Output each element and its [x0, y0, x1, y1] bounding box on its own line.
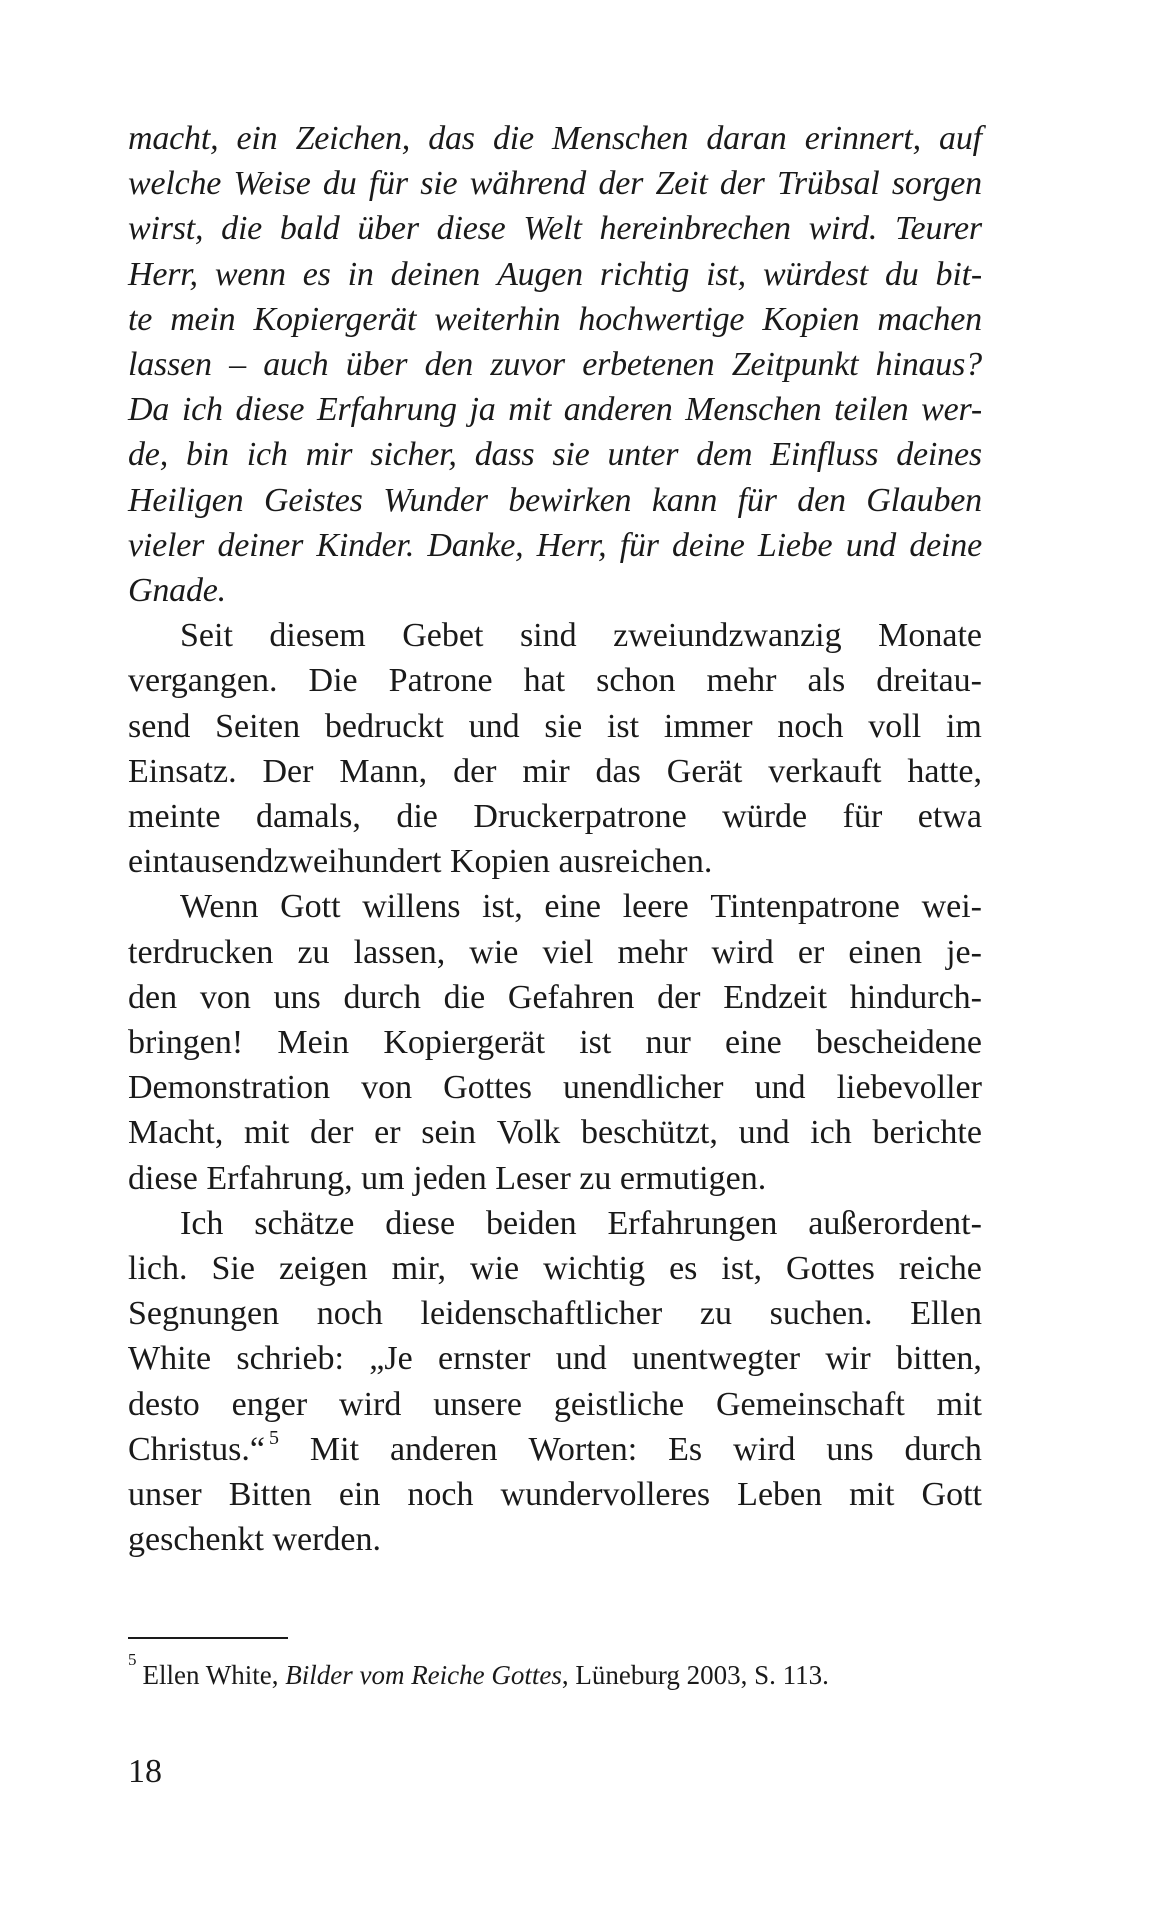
- text-line: wirst, die bald über diese Welt hereinbrechen wird. Teurer: [128, 210, 982, 248]
- text-line: Ich schätze diese beiden Erfahrungen außerordent-: [180, 1204, 982, 1242]
- text-line: vergangen. Die Patrone hat schon mehr als dreitau-: [128, 662, 982, 700]
- text-line: macht, ein Zeichen, das die Menschen daran erinnert, auf: [128, 120, 982, 157]
- footnote-title: Bilder vom Reiche Gottes: [285, 1660, 562, 1690]
- text-line: desto enger wird unsere geistliche Gemeinschaft mit: [128, 1385, 982, 1423]
- text-line: lich. Sie zeigen mir, wie wichtig es ist, Gottes reiche: [128, 1250, 982, 1288]
- text-line: Christus.“ $^5$ Mit anderen Worten: Es wird uns durch: [128, 1426, 982, 1468]
- text-line: White schrieb: „Je ernster und unentwegter wir bitten,: [128, 1340, 982, 1378]
- text-line: Wenn Gott willens ist, eine leere Tintenpatrone wei-: [180, 888, 982, 926]
- page-number: 18: [128, 1753, 162, 1790]
- text-line: unser Bitten ein noch wundervolleres Leben mit Gott: [128, 1476, 982, 1514]
- text-line: send Seiten bedruckt und sie ist immer noch voll im: [128, 707, 982, 745]
- text-line: vieler deiner Kinder. Danke, Herr, für deine Liebe und deine: [128, 526, 982, 564]
- text-line: Macht, mit der er sein Volk beschützt, und ich berichte: [128, 1114, 982, 1152]
- footnote-author: Ellen White,: [142, 1660, 279, 1690]
- footnote-marker: 5: [128, 1650, 137, 1669]
- paragraph: [128, 613, 982, 884]
- text-line: de, bin ich mir sicher, dass sie unter dem Einfluss deines: [128, 436, 982, 474]
- text-line: den von uns durch die Gefahren der Endzeit hindurch-: [128, 978, 982, 1016]
- footnote-details: , Lüneburg 2003, S. 113.: [561, 1660, 829, 1690]
- text-line: lassen – auch über den zuvor erbetenen Zeitpunkt hinaus?: [128, 346, 982, 384]
- footnote-reference: 5: [268, 1426, 279, 1449]
- text-line: bringen! Mein Kopiergerät ist nur eine bescheidene: [128, 1024, 982, 1062]
- paragraph: [128, 884, 982, 1200]
- text-line: geschenkt werden.: [128, 1521, 382, 1559]
- text-line: Segnungen noch leidenschaftlicher zu suchen. Ellen: [128, 1295, 982, 1333]
- paragraph: [128, 1201, 982, 1563]
- footnote-separator: [128, 1637, 288, 1639]
- footnote: [128, 1652, 829, 1692]
- text-line: Einsatz. Der Mann, der mir das Gerät verkauft hatte,: [128, 752, 982, 790]
- text-line: meinte damals, die Druckerpatrone würde für etwa: [128, 798, 982, 836]
- page-body: [128, 116, 982, 1563]
- text-line: welche Weise du für sie während der Zeit der Trübsal sorgen: [128, 165, 982, 203]
- text-line: Seit diesem Gebet sind zweiundzwanzig Monate: [180, 617, 982, 655]
- text-line: Da ich diese Erfahrung ja mit anderen Menschen teilen wer-: [128, 391, 982, 429]
- text-line: Demonstration von Gottes unendlicher und liebevoller: [128, 1069, 982, 1107]
- text-line: eintausendzweihundert Kopien ausreichen.: [128, 843, 713, 881]
- text-line: Gnade.: [128, 572, 226, 610]
- prayer-quote: [128, 116, 982, 613]
- text-line: Heiligen Geistes Wunder bewirken kann für den Glauben: [128, 481, 982, 519]
- text-line: te mein Kopiergerät weiterhin hochwertige Kopien machen: [128, 300, 982, 338]
- text-line: terdrucken zu lassen, wie viel mehr wird er einen je-: [128, 933, 982, 971]
- text-line: diese Erfahrung, um jeden Leser zu ermutigen.: [128, 1159, 767, 1197]
- text-line: Herr, wenn es in deinen Augen richtig ist, würdest du bit-: [128, 255, 982, 293]
